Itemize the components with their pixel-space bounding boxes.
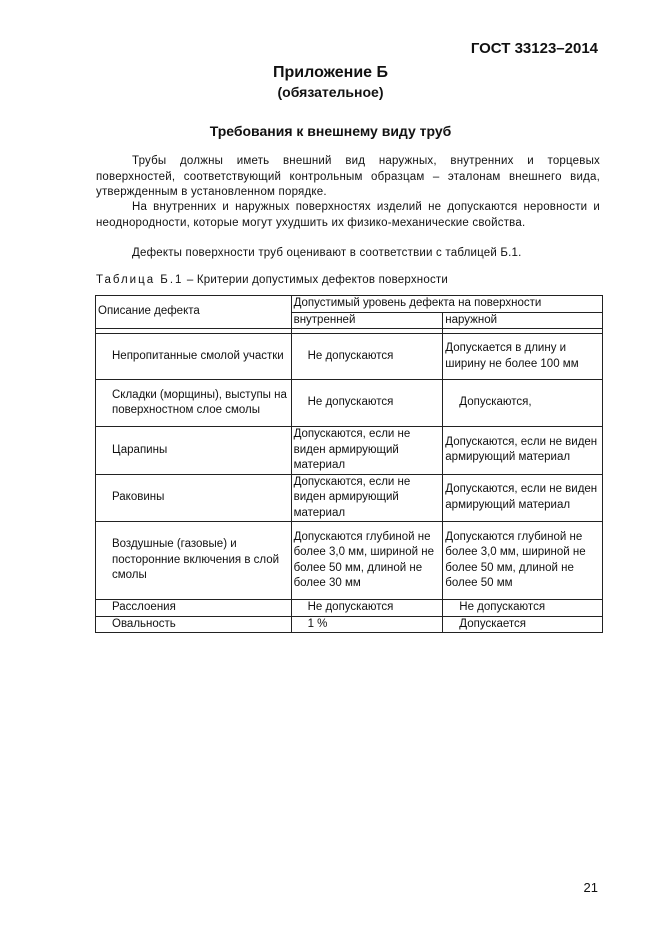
table-row [96,427,603,475]
outer-surface-level: Допускается в длину и ширину не более 100 мм [443,334,603,380]
outer-surface-level: Допускаются, [443,380,603,427]
outer-surface-level: Допускаются, если не виден армирующий материал [443,427,603,475]
header-allowed-level: Допустимый уровень дефекта на поверхности [291,296,602,313]
table-row [96,616,603,633]
inner-surface-level: Допускаются глубиной не более 3,0 мм, шириной не более 50 мм, длиной не более 30 мм [291,522,443,600]
outer-surface-level: Допускается [443,616,603,633]
inner-surface-level: Не допускаются [291,334,443,380]
inner-surface-level: 1 % [291,616,443,633]
defect-description: Воздушные (газовые) и посторонние включения в слой смолы [96,522,292,600]
defects-table [95,295,603,633]
outer-surface-level: Допускаются, если не виден армирующий материал [443,474,603,522]
defect-description: Раковины [96,474,292,522]
inner-surface-level: Допускаются, если не виден армирующий материал [291,427,443,475]
defect-description: Овальность [96,616,292,633]
table-row [96,474,603,522]
defect-description: Непропитанные смолой участки [96,334,292,380]
inner-surface-level: Не допускаются [291,600,443,617]
standard-number: ГОСТ 33123–2014 [470,40,598,57]
table-caption-text: – Критерии допустимых дефектов поверхности [183,274,448,286]
table-row [96,334,603,380]
page-number: 21 [583,880,598,895]
table-row [96,380,603,427]
defect-description: Царапины [96,427,292,475]
header-description: Описание дефекта [96,296,292,329]
paragraph-surfaces: На внутренних и наружных поверхностях изделий не допускаются неровности и неоднородности, которые могут ухудшить их физико-механические свойства. [96,201,600,229]
header-inner: внутренней [291,312,443,329]
inner-surface-level: Не допускаются [291,380,443,427]
section-title: Требования к внешнему виду труб [209,123,452,139]
defect-description: Складки (морщины), выступы на поверхностном слое смолы [96,380,292,427]
table-row [96,522,603,600]
table-row [96,600,603,617]
paragraph-appearance: Трубы должны иметь внешний вид наружных, внутренних и торцевых поверхностей, соответствующий контрольным образцам – эталонам внешнего вида, утвержденным в установленном порядке. [96,155,600,198]
paragraph-evaluation: Дефекты поверхности труб оценивают в соответствии с таблицей Б.1. [132,247,522,259]
inner-surface-level: Допускаются, если не виден армирующий материал [291,474,443,522]
defect-description: Расслоения [96,600,292,617]
table-caption-prefix: Таблица Б.1 [96,274,184,286]
header-outer: наружной [443,312,603,329]
appendix-subtitle: (обязательное) [277,84,384,100]
outer-surface-level: Не допускаются [443,600,603,617]
outer-surface-level: Допускаются глубиной не более 3,0 мм, шириной не более 50 мм, длиной не более 50 мм [443,522,603,600]
table-caption [96,274,448,286]
appendix-title: Приложение Б [273,64,388,81]
